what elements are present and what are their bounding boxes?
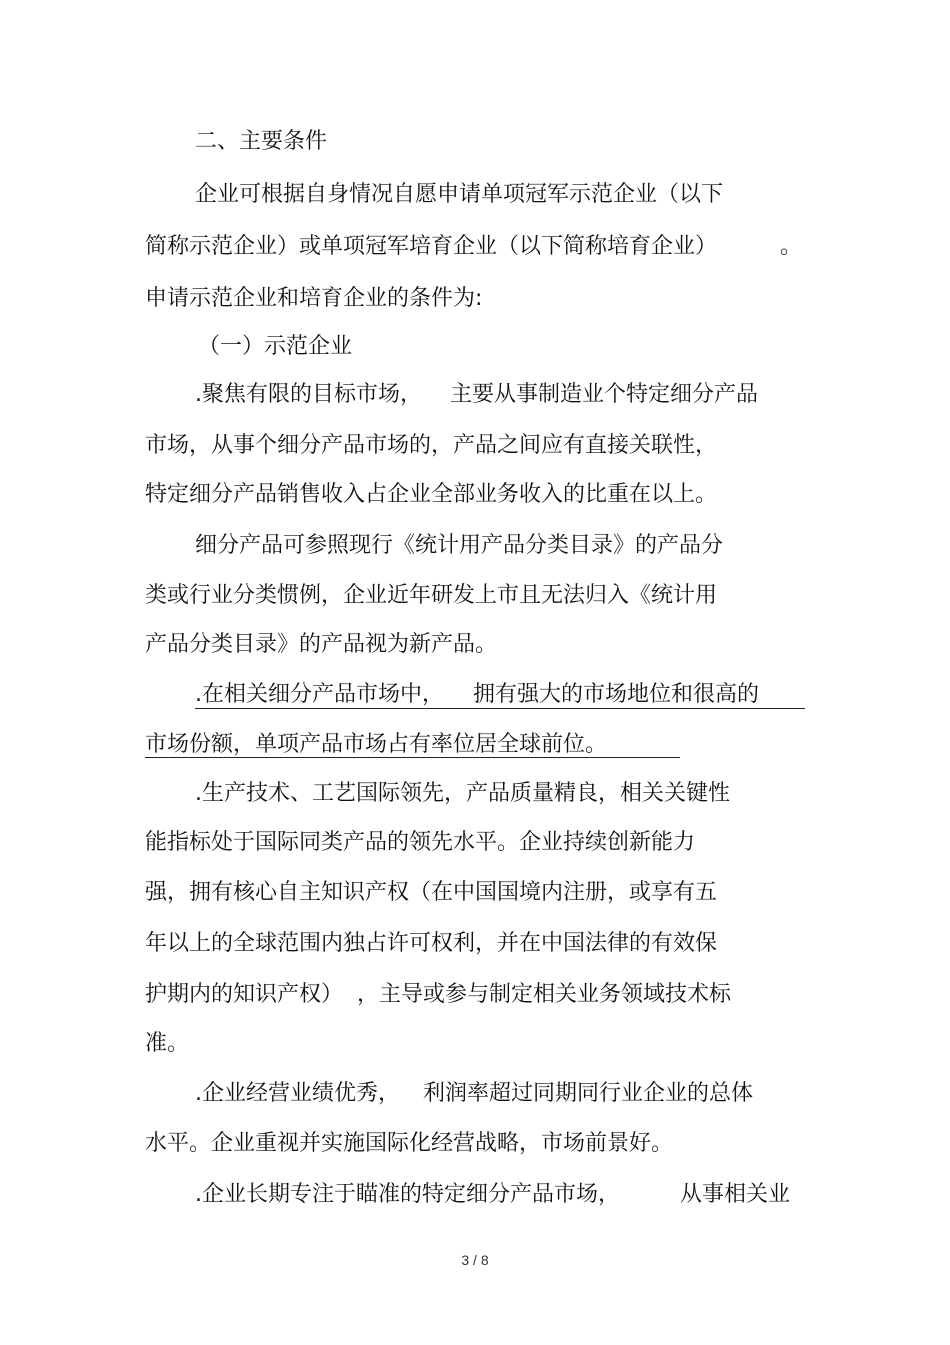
text-line: 从事相关业 [680,1182,791,1207]
text-line: 产品分类目录》的产品视为新产品。 [145,632,498,657]
text-line: 细分产品可参照现行《统计用产品分类目录》的产品分 [195,533,724,558]
underlined-text-line: .在相关细分产品市场中， [195,682,444,707]
text-line: 特定细分产品销售收入占企业全部业务收入的比重在以上。 [145,482,718,507]
text-line: .企业长期专注于瞄准的特定细分产品市场， [195,1182,620,1207]
text-line: 准。 [145,1031,190,1056]
text-line: 水平。企业重视并实施国际化经营战略，市场前景好。 [145,1131,674,1156]
text-line: 类或行业分类惯例，企业近年研发上市且无法归入《统计用 [145,583,718,608]
text-line: .企业经营业绩优秀， [195,1081,400,1106]
text-line: 市场，从事个细分产品市场的，产品之间应有直接关联性， [145,433,718,458]
text-line: 能指标处于国际同类产品的领先水平。企业持续创新能力 [145,830,696,855]
text-line: 强，拥有核心自主知识产权（在中国国境内注册，或享有五 [145,880,718,905]
text-line: 企业可根据自身情况自愿申请单项冠军示范企业（以下 [195,182,724,207]
text-line: ，主导或参与制定相关业务领域技术标 [357,982,732,1007]
underlined-text-line: 拥有强大的市场地位和很高的 [473,682,760,707]
underline-rule [145,757,680,758]
text-line: 简称示范企业）或单项冠军培育企业（以下简称培育企业） [145,234,718,259]
text-line: 年以上的全球范围内独占许可权利，并在中国法律的有效保 [145,931,718,956]
text-line: 。 [780,234,803,259]
text-line: .聚焦有限的目标市场， [195,382,422,407]
underline-rule [195,708,805,709]
text-line: 主要从事制造业个特定细分产品 [450,382,759,407]
page-number: 3 / 8 [461,1252,489,1268]
text-line: .生产技术、工艺国际领先，产品质量精良，相关关键性 [195,781,730,806]
subsection-heading: （一）示范企业 [198,334,353,359]
text-line: 护期内的知识产权） [145,982,344,1007]
underlined-text-line: 市场份额，单项产品市场占有率位居全球前位。 [145,732,608,757]
text-line: 申请示范企业和培育企业的条件为: [145,286,483,311]
section-heading: 二、主要条件 [195,129,328,154]
text-line: 利润率超过同期同行业企业的总体 [423,1081,754,1106]
